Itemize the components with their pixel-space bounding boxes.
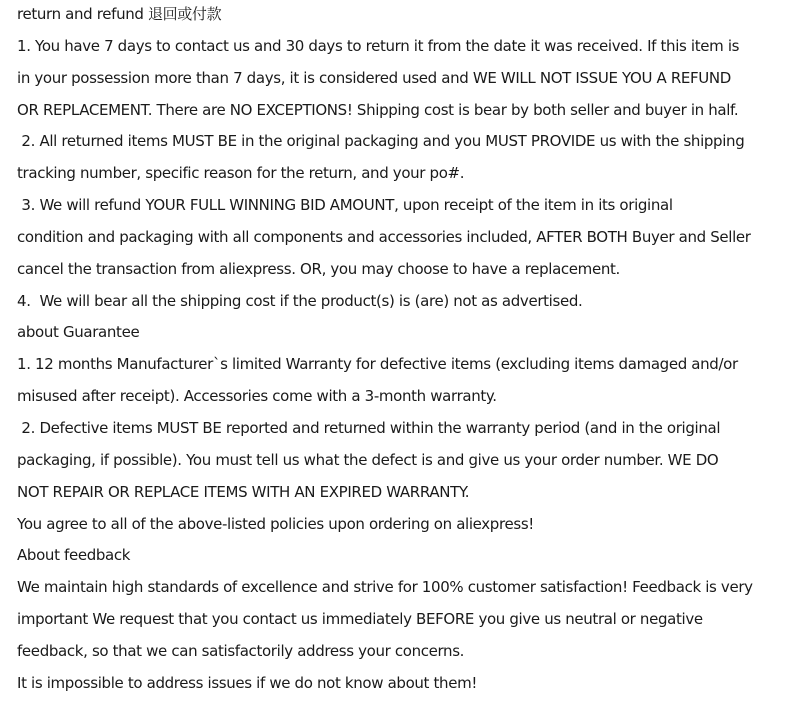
text-line: feedback, so that we can satisfactorily address your concerns.: [17, 641, 465, 660]
text-line: in your possession more than 7 days, it is considered used and WE WILL NOT ISSUE YOU A REFUND: [17, 68, 732, 87]
text-line: 1. 12 months Manufacturer`s limited Warranty for defective items (excluding items damaged and/or: [17, 355, 738, 374]
text-line: 1. You have 7 days to contact us and 30 days to return it from the date it was received. If this item is: [17, 36, 740, 55]
text-line: 2. Defective items MUST BE reported and returned within the warranty period (and in the original: [17, 418, 721, 437]
text-line: important We request that you contact us immediately BEFORE you give us neutral or negative: [17, 610, 703, 629]
text-line: NOT REPAIR OR REPLACE ITEMS WITH AN EXPIRED WARRANTY.: [17, 482, 470, 501]
text-line: 3. We will refund YOUR FULL WINNING BID AMOUNT, upon receipt of the item in its original: [17, 196, 673, 215]
section-heading-guarantee: about Guarantee: [17, 323, 140, 342]
text-line: cancel the transaction from aliexpress. OR, you may choose to have a replacement.: [17, 259, 620, 278]
text-line: tracking number, specific reason for the return, and your po#.: [17, 164, 465, 183]
text-line: condition and packaging with all components and accessories included, AFTER BOTH Buyer and Seller: [17, 227, 751, 246]
text-line: 4. We will bear all the shipping cost if the product(s) is (are) not as advertised.: [17, 291, 583, 310]
text-line: OR REPLACEMENT. There are NO EXCEPTIONS! Shipping cost is bear by both seller and buyer in half.: [17, 100, 739, 119]
text-line: We maintain high standards of excellence and strive for 100% customer satisfaction! Feedback is very: [17, 578, 753, 597]
section-heading-return-refund: return and refund 退回或付款: [17, 5, 222, 23]
text-line: You agree to all of the above-listed policies upon ordering on aliexpress!: [17, 514, 534, 533]
policy-document: [17, 3, 785, 704]
text-line: misused after receipt). Accessories come with a 3-month warranty.: [17, 387, 497, 406]
text-line: 2. All returned items MUST BE in the original packaging and you MUST PROVIDE us with the shipping: [17, 132, 745, 151]
section-heading-feedback: About feedback: [17, 546, 131, 565]
text-line: It is impossible to address issues if we do not know about them!: [17, 673, 478, 692]
text-line: packaging, if possible). You must tell us what the defect is and give us your order number. WE DO: [17, 450, 719, 469]
